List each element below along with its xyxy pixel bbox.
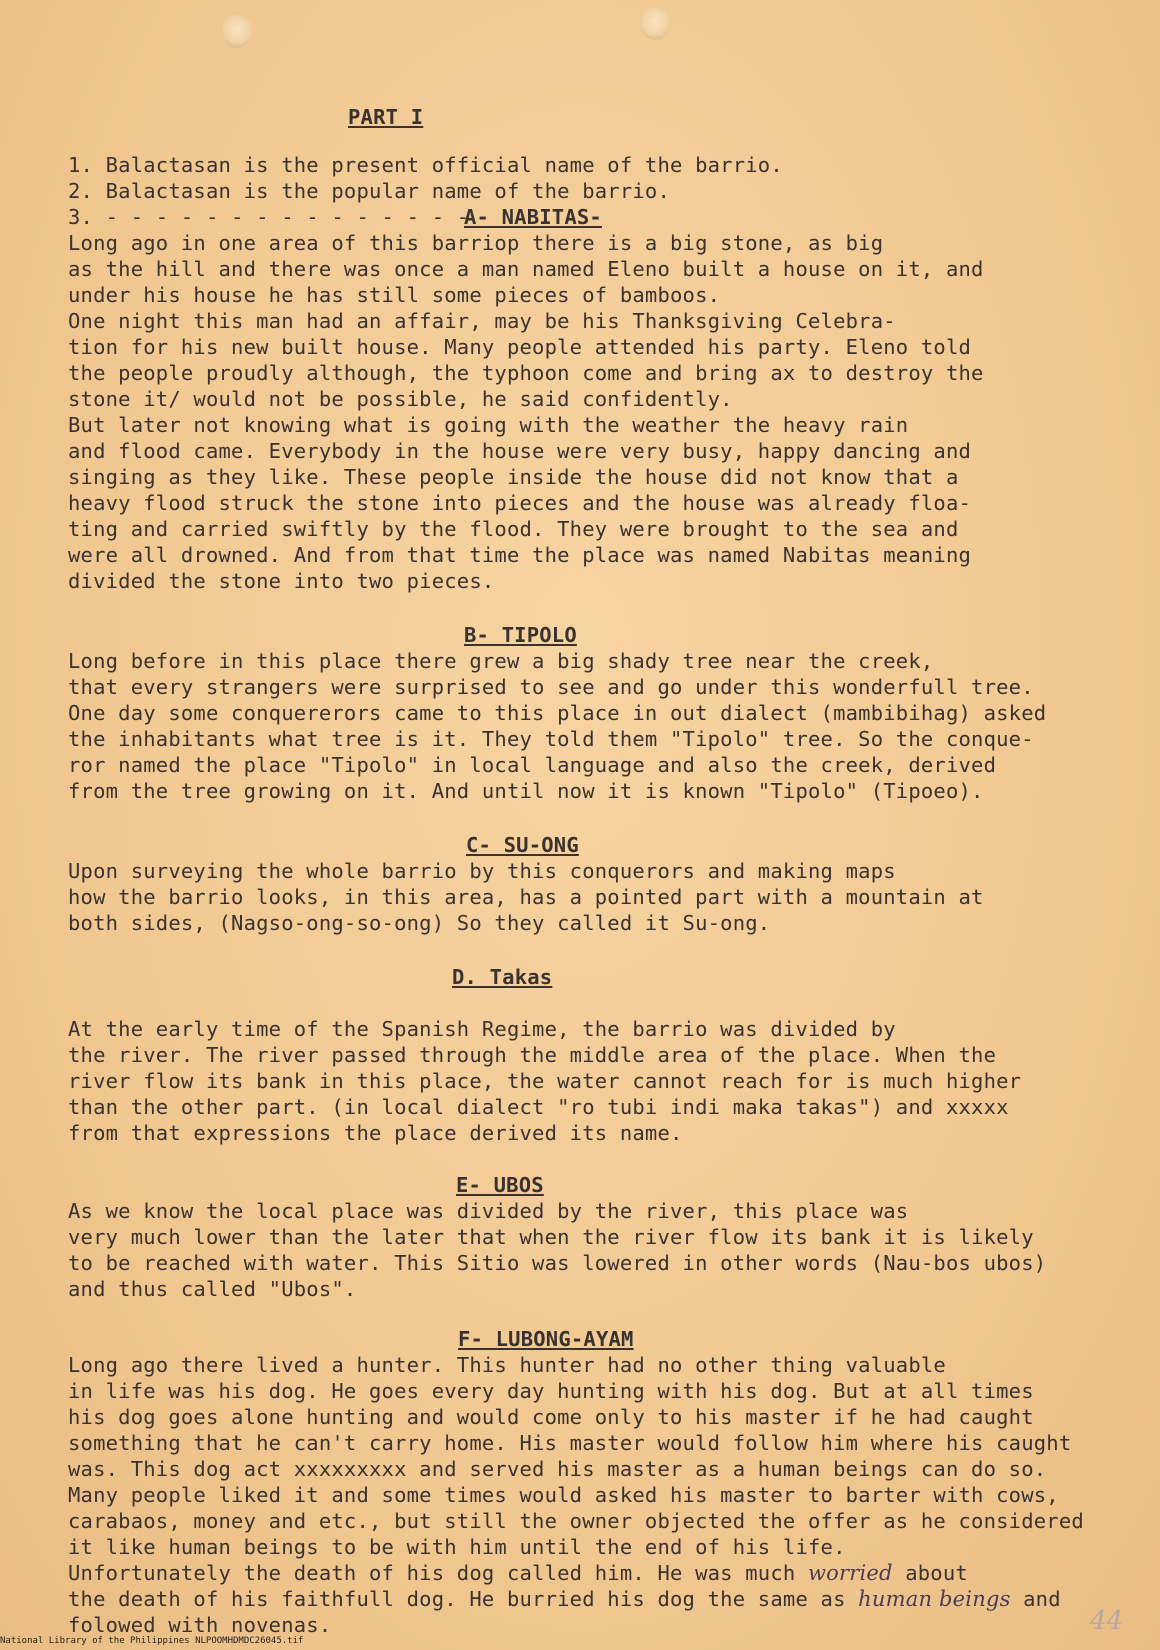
ubos-line-4: and thus called "Ubos". bbox=[68, 1277, 357, 1301]
lubong-line-9-text: Unfortunately the death of his dog called him. He was much bbox=[68, 1561, 808, 1585]
nabitas-line-9: and flood came. Everybody in the house were very busy, happy dancing and bbox=[68, 439, 972, 463]
handwritten-human-beings: human beings bbox=[858, 1587, 1011, 1611]
item-3: 3. - - - - - - - - - - - - - - - bbox=[68, 205, 470, 229]
heading-suong: C- SU-ONG bbox=[466, 833, 579, 857]
lubong-line-9-about: about bbox=[892, 1561, 968, 1585]
tipolo-line-6: from the tree growing on it. And until now it is known "Tipolo" (Tipoeo). bbox=[68, 779, 984, 803]
lubong-line-7: carabaos, money and etc., but still the owner objected the offer as he considered bbox=[68, 1509, 1084, 1533]
nabitas-line-14: divided the stone into two pieces. bbox=[68, 569, 495, 593]
heading-takas: D. Takas bbox=[452, 965, 553, 989]
page-number: 44 bbox=[1090, 1606, 1124, 1636]
takas-line-5: from that expressions the place derived its name. bbox=[68, 1121, 683, 1145]
takas-line-4: than the other part. (in local dialect "ro tubi indi maka takas") and xxxxx bbox=[68, 1095, 1009, 1119]
scan-footer: National Library of the Philippines NLPOOMHDMDC26045.tif bbox=[0, 1636, 304, 1646]
lubong-line-2: in life was his dog. He goes every day hunting with his dog. But at all times bbox=[68, 1379, 1034, 1403]
heading-tipolo: B- TIPOLO bbox=[464, 623, 577, 647]
item-1: 1. Balactasan is the present official name of the barrio. bbox=[68, 153, 783, 177]
nabitas-line-3: under his house he has still some pieces of bamboos. bbox=[68, 283, 721, 307]
takas-line-2: the river. The river passed through the middle area of the place. When the bbox=[68, 1043, 997, 1067]
item-2: 2. Balactasan is the popular name of the barrio. bbox=[68, 179, 671, 203]
tipolo-line-5: ror named the place "Tipolo" in local language and also the creek, derived bbox=[68, 753, 997, 777]
nabitas-line-2: as the hill and there was once a man named Eleno built a house on it, and bbox=[68, 257, 984, 281]
heading-lubong-ayam: F- LUBONG-AYAM bbox=[458, 1327, 634, 1351]
lubong-line-4: something that he can't carry home. His master would follow him where his caught bbox=[68, 1431, 1072, 1455]
ubos-line-3: to be reached with water. This Sitio was lowered in other words (Nau-bos ubos) bbox=[68, 1251, 1047, 1275]
takas-line-3: river flow its bank in this place, the water cannot reach for is much higher bbox=[68, 1069, 1022, 1093]
nabitas-line-13: were all drowned. And from that time the place was named Nabitas meaning bbox=[68, 543, 972, 567]
nabitas-line-5: tion for his new built house. Many people attended his party. Eleno told bbox=[68, 335, 972, 359]
nabitas-line-7: stone it/ would not be possible, he said confidently. bbox=[68, 387, 733, 411]
tipolo-line-1: Long before in this place there grew a big shady tree near the creek, bbox=[68, 649, 934, 673]
suong-line-1: Upon surveying the whole barrio by this conquerors and making maps bbox=[68, 859, 896, 883]
nabitas-line-8: But later not knowing what is going with the weather the heavy rain bbox=[68, 413, 909, 437]
tipolo-line-3: One day some conquererors came to this place in out dialect (mambibihag) asked bbox=[68, 701, 1047, 725]
lubong-line-6: Many people liked it and some times would asked his master to barter with cows, bbox=[68, 1483, 1059, 1507]
ubos-line-1: As we know the local place was divided by the river, this place was bbox=[68, 1199, 909, 1223]
lubong-line-9 bbox=[68, 1560, 968, 1587]
lubong-line-10-text: the death of his faithfull dog. He burried his dog the same as bbox=[68, 1587, 859, 1611]
heading-ubos: E- UBOS bbox=[456, 1173, 544, 1197]
tipolo-line-4: the inhabitants what tree is it. They told them "Tipolo" tree. So the conque- bbox=[68, 727, 1034, 751]
lubong-line-1: Long ago there lived a hunter. This hunter had no other thing valuable bbox=[68, 1353, 946, 1377]
nabitas-line-6: the people proudly although, the typhoon come and bring ax to destroy the bbox=[68, 361, 984, 385]
heading-nabitas: A- NABITAS- bbox=[464, 205, 602, 229]
nabitas-line-1: Long ago in one area of this barriop there is a big stone, as big bbox=[68, 231, 884, 255]
nabitas-line-12: ting and carried swiftly by the flood. They were brought to the sea and bbox=[68, 517, 959, 541]
lubong-line-5: was. This dog act xxxxxxxxx and served his master as a human beings can do so. bbox=[68, 1457, 1047, 1481]
suong-line-3: both sides, (Nagso-ong-so-ong) So they called it Su-ong. bbox=[68, 911, 771, 935]
part-title: PART I bbox=[348, 105, 424, 129]
punch-hole-left bbox=[222, 14, 252, 48]
ubos-line-2: very much lower than the later that when the river flow its bank it is likely bbox=[68, 1225, 1034, 1249]
tipolo-line-2: that every strangers were surprised to see and go under this wonderfull tree. bbox=[68, 675, 1034, 699]
takas-line-1: At the early time of the Spanish Regime, the barrio was divided by bbox=[68, 1017, 896, 1041]
nabitas-line-11: heavy flood struck the stone into pieces and the house was already floa- bbox=[68, 491, 972, 515]
nabitas-line-4: One night this man had an affair, may be his Thanksgiving Celebra- bbox=[68, 309, 896, 333]
lubong-line-3: his dog goes alone hunting and would come only to his master if he had caught bbox=[68, 1405, 1034, 1429]
nabitas-line-10: singing as they like. These people inside the house did not know that a bbox=[68, 465, 959, 489]
handwritten-worried: worried bbox=[807, 1561, 893, 1585]
lubong-line-10-and: and bbox=[1010, 1587, 1061, 1611]
lubong-line-10 bbox=[68, 1586, 1061, 1613]
lubong-line-8: it like human beings to be with him until the end of his life. bbox=[68, 1535, 846, 1559]
lubong-line-11: folowed with novenas. bbox=[68, 1613, 332, 1637]
punch-hole-right bbox=[640, 6, 670, 40]
suong-line-2: how the barrio looks, in this area, has a pointed part with a mountain at bbox=[68, 885, 984, 909]
